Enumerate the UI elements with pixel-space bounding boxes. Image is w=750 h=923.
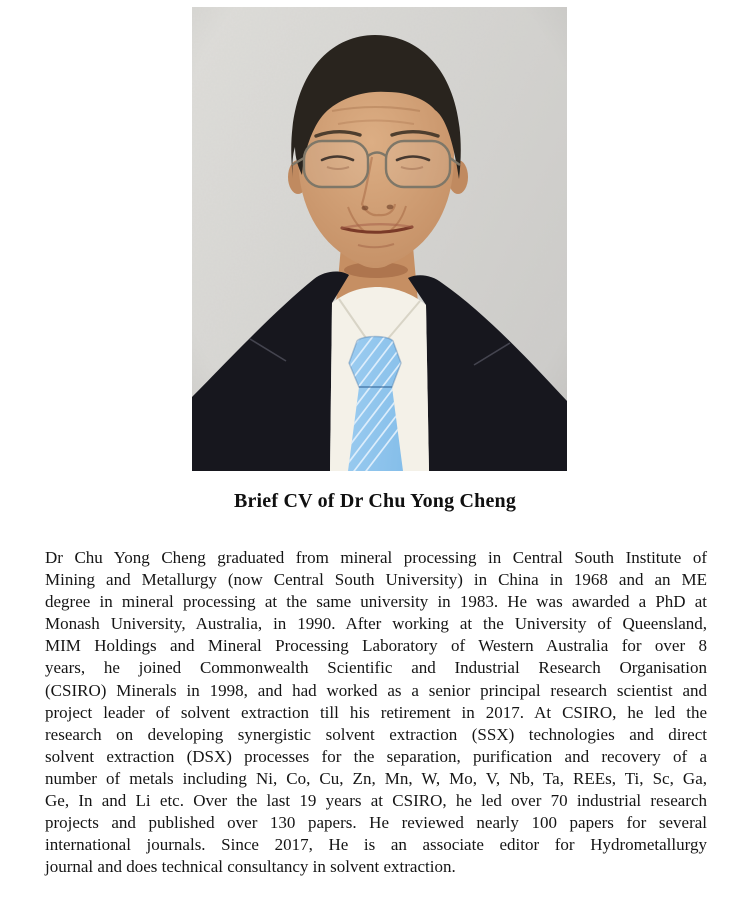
bio-line: journal and does technical consultancy in solvent extraction. xyxy=(45,857,456,877)
bio-line: Mining and Metallurgy (now Central South University) in China in 1968 and an ME xyxy=(45,570,707,590)
portrait-photo xyxy=(192,7,567,471)
bio-line: international journals. Since 2017, He is an associate editor for Hydrometallurgy xyxy=(45,835,707,855)
bio-line: projects and published over 130 papers. He reviewed nearly 100 papers for several xyxy=(45,813,707,833)
page-title: Brief CV of Dr Chu Yong Cheng xyxy=(233,490,517,512)
bio-line: Ge, In and Li etc. Over the last 19 years at CSIRO, he led over 70 industrial research xyxy=(45,791,707,811)
bio-line: Dr Chu Yong Cheng graduated from mineral processing in Central South Institute of xyxy=(45,548,707,567)
bio-line: solvent extraction (DSX) processes for the separation, purification and recovery of a xyxy=(45,746,707,766)
bio-line: degree in mineral processing at the same university in 1983. He was awarded a PhD at xyxy=(45,592,707,612)
bio-line: Monash University, Australia, in 1990. After working at the University of Queensland, xyxy=(45,614,707,634)
portrait-illustration xyxy=(192,7,567,471)
bio-line: (CSIRO) Minerals in 1998, and had worked as a senior principal research scientist and xyxy=(45,680,707,700)
bio-line: research on developing synergistic solvent extraction (SSX) technologies and direct xyxy=(45,724,707,744)
bio-line: project leader of solvent extraction till his retirement in 2017. At CSIRO, he led the xyxy=(45,702,707,722)
bio-line: years, he joined Commonwealth Scientific and Industrial Research Organisation xyxy=(45,658,707,678)
bio-line: MIM Holdings and Mineral Processing Laboratory of Western Australia for over 8 xyxy=(45,636,707,656)
bio-paragraph xyxy=(45,547,707,878)
bio-line: number of metals including Ni, Co, Cu, Zn, Mn, W, Mo, V, Nb, Ta, REEs, Ti, Sc, Ga, xyxy=(45,768,707,788)
